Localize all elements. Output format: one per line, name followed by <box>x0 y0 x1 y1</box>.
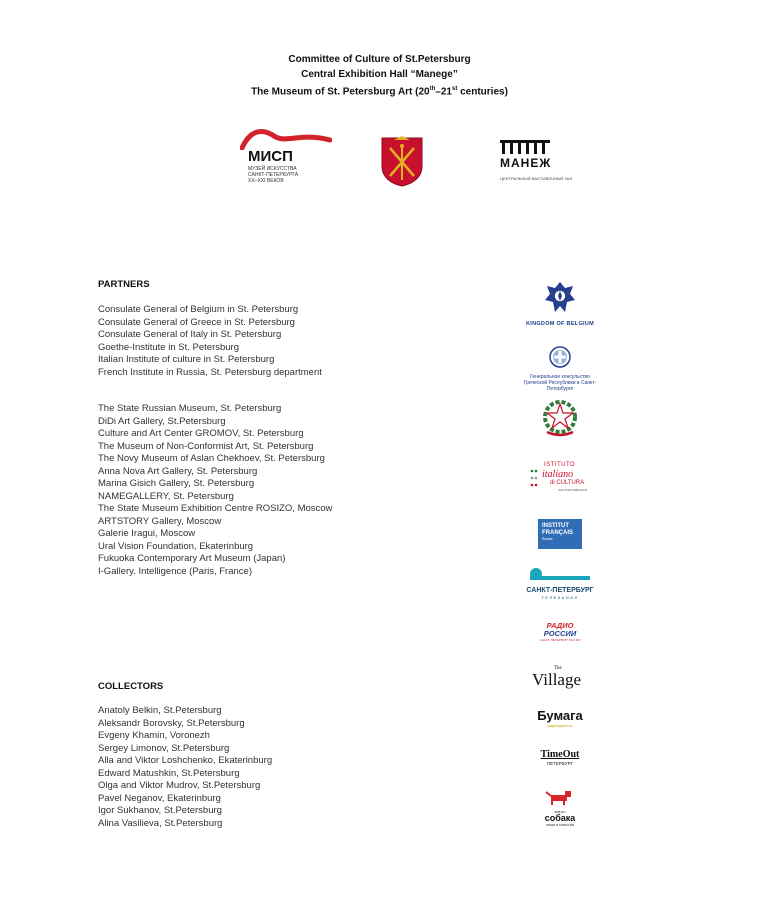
timeout-logo: TimeOut ПЕТЕРБУРГ <box>540 749 580 766</box>
list-item: Culture and Art Center GROMOV, St. Petersburg <box>98 428 304 439</box>
header-line-3: The Museum of St. Petersburg Art (20th–21st centuries) <box>251 86 508 98</box>
spb-tv-logo: САНКТ-ПЕТЕРБУРГ ТЕЛЕКАНАЛ <box>520 566 600 600</box>
partners-group-2 <box>98 403 332 578</box>
list-item: Galerie Iragui, Moscow <box>98 528 196 539</box>
greece-label-2: Греческой Республики в Санкт-Петербурге <box>523 380 597 392</box>
belgium-logo <box>520 280 600 327</box>
manezh-bars-icon <box>500 140 550 154</box>
dots-icon <box>530 468 538 488</box>
list-item: Edward Matushkin, St.Petersburg <box>98 767 240 779</box>
list-item: I-Gallery. Intelligence (Paris, France) <box>98 565 252 577</box>
header-line-2: Central Exhibition Hall “Manege” <box>301 69 458 80</box>
spb-coat-of-arms <box>380 136 424 188</box>
dog-icon <box>545 791 575 805</box>
list-item: Igor Sukhanov, St.Petersburg <box>98 805 222 816</box>
list-item: Consulate General of Belgium in St. Petersburg <box>98 304 299 315</box>
greece-label-1: Генеральное консульство <box>530 374 590 380</box>
list-item: Italian Institute of culture in St. Petersburg <box>98 354 275 365</box>
misp-swoosh-icon <box>240 126 332 150</box>
list-item: French Institute in Russia, St. Petersburg department <box>98 366 322 378</box>
misp-name: МИСП <box>248 148 293 165</box>
header <box>0 52 759 99</box>
misp-subtitle: МУЗЕЙ ИСКУССТВА САНКТ-ПЕТЕРБУРГА XX–XXI ВЕКОВ <box>248 166 299 184</box>
list-item: Alla and Viktor Loshchenko, Ekaterinburg <box>98 755 273 766</box>
list-item: Anatoly Belkin, St.Petersburg <box>98 705 222 716</box>
belgium-label: KINGDOM OF BELGIUM <box>525 321 595 327</box>
list-item: Sergey Limonov, St.Petersburg <box>98 742 230 754</box>
list-item: Fukuoka Contemporary Art Museum (Japan) <box>98 553 286 564</box>
list-item: Pavel Neganov, Ekaterinburg <box>98 792 221 804</box>
spb-tv-wave-icon <box>528 566 592 582</box>
list-item: Anna Nova Art Gallery, St. Petersburg <box>98 465 258 477</box>
institut-francais-logo: INSTITUT FRANÇAIS Russie <box>520 519 600 549</box>
coat-of-arms-icon <box>380 136 424 188</box>
partners-title: PARTNERS <box>98 279 150 290</box>
manezh-name: МАНЕЖ <box>500 156 552 170</box>
list-item: Consulate General of Italy in St. Petersburg <box>98 329 282 340</box>
italy-emblem-logo <box>520 398 600 443</box>
partners-group-1 <box>98 304 322 379</box>
list-item: The State Russian Museum, St. Petersburg <box>98 403 282 414</box>
list-item: Olga and Viktor Mudrov, St.Petersburg <box>98 780 261 791</box>
list-item: NAMEGALLERY, St. Petersburg <box>98 490 234 502</box>
list-item: Alina Vasilieva, St.Petersburg <box>98 817 223 829</box>
list-item: Goethe-Institute in St. Petersburg <box>98 341 239 353</box>
list-item: The Museum of Non-Conformist Art, St. Petersburg <box>98 440 314 452</box>
collectors-list <box>98 705 272 830</box>
header-line-1: Committee of Culture of St.Petersburg <box>288 54 471 65</box>
misp-logo <box>240 126 332 188</box>
italian-institute-logo: ISTITUTO italiano di CULTURA SAN PIETROBURGO <box>520 460 600 494</box>
belgium-crest-icon <box>543 280 577 316</box>
the-village-logo: The Village <box>532 666 582 689</box>
list-item: The Novy Museum of Aslan Chekhoev, St. Petersburg <box>98 453 325 464</box>
manezh-logo <box>500 140 573 184</box>
list-item: Ural Vision Foundation, Ekaterinburg <box>98 540 254 552</box>
radio-russia-logo: РАДИО РОССИИ САНКТ-ПЕТЕРБУРГ 66,3 FM <box>539 621 581 642</box>
sobaka-logo: SPB.RU собака ЛЮДИ И СОБЫТИЯ <box>520 791 600 827</box>
list-item: ARTSTORY Gallery, Moscow <box>98 515 222 527</box>
list-item: Marina Gisich Gallery, St. Petersburg <box>98 478 255 489</box>
greece-consulate-logo <box>520 345 600 392</box>
collectors-title: COLLECTORS <box>98 681 164 692</box>
italy-emblem-icon <box>541 398 579 438</box>
list-item: DiDi Art Gallery, St.Petersburg <box>98 415 226 427</box>
manezh-subtitle: ЦЕНТРАЛЬНЫЙ ВЫСТАВОЧНЫЙ ЗАЛ <box>500 176 573 181</box>
list-item: The State Museum Exhibition Centre ROSIZO, Moscow <box>98 503 333 514</box>
bumaga-logo: Бумага paperpaper.ru <box>537 708 583 728</box>
top-logo-row <box>0 126 759 196</box>
list-item: Evgeny Khamin, Voronezh <box>98 730 210 741</box>
list-item: Consulate General of Greece in St. Petersburg <box>98 316 295 328</box>
greece-emblem-icon <box>548 345 572 369</box>
list-item: Aleksandr Borovsky, St.Petersburg <box>98 717 245 729</box>
